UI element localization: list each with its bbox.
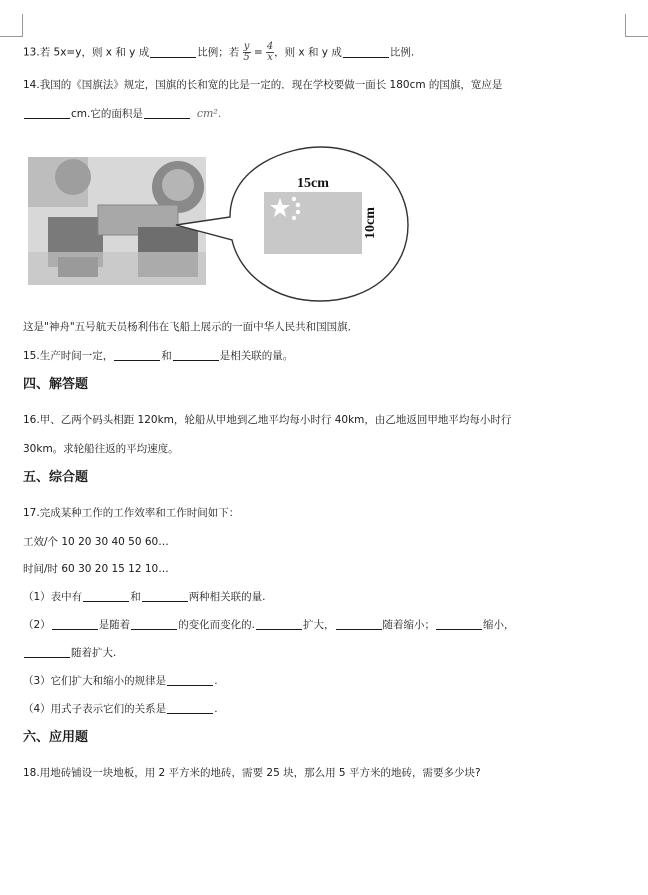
question-15: 15.生产时间一定， 和 是相关联的量。 [23,350,294,362]
q17-part-4: （4）用式子表示它们的关系是 . [23,703,218,715]
q14-blank-width[interactable] [24,107,70,119]
corner-mark-right [625,14,648,37]
q13-text-1: 13.若 5x=y，则 x 和 y 成 [23,46,150,59]
q17-p1-blank-2[interactable] [142,590,188,602]
section-4-heading: 四、解答题 [23,377,89,392]
flag-rectangle [264,192,362,254]
corner-mark-left [0,14,23,37]
q15-blank-1[interactable] [114,349,160,361]
question-16-line-1: 16.甲、乙两个码头相距 120km，轮船从甲地到乙地平均每小时行 40km，由乙地返回甲地平均每小时行 [23,414,512,426]
q17-p2-blank-4[interactable] [336,618,382,630]
q13-text-4: 比例. [389,46,415,59]
flag-width-label: 15cm [297,176,329,191]
section-5-heading: 五、综合题 [23,470,89,485]
q17-part-1: （1）表中有 和 两种相关联的量. [23,591,266,603]
question-13 [23,42,414,63]
question-16-line-2: 30km。求轮船往返的平均速度。 [23,443,179,455]
q13-text-2: 比例；若 [197,46,240,59]
flag-bubble [170,145,410,305]
q17-p2-blank-2[interactable] [131,618,177,630]
q13-equals: = [253,46,263,59]
question-14-line-1: 14.我国的《国旗法》规定，国旗的长和宽的比是一定的．现在学校要做一面长 180cm 的国旗，宽应是 [23,79,503,91]
figure-caption: 这是"神舟"五号航天员杨利伟在飞船上展示的一面中华人民共和国国旗． [23,321,359,333]
section-6-heading: 六、应用题 [23,730,89,745]
q17-p1-blank-1[interactable] [83,590,129,602]
q13-blank-2[interactable] [343,46,389,58]
q17-p2-blank-6[interactable] [24,646,70,658]
q14-unit: cm². [196,107,222,120]
q13-fraction-4-over-x: $\frac{4}{x}$ [266,41,274,63]
question-14-line-2: cm.它的面积是 cm². [23,106,221,122]
q14-blank-area[interactable] [144,107,190,119]
flag-height-label: 10cm [363,207,378,239]
q17-part-2-cont: 随着扩大. [23,645,116,661]
question-17-intro: 17.完成某种工作的工作效率和工作时间如下： [23,507,240,519]
q15-blank-2[interactable] [173,349,219,361]
q17-table-row-efficiency: 工效/个 10 20 30 40 50 60… [23,536,169,548]
question-18: 18.用地砖铺设一块地板，用 2 平方米的地砖，需要 25 块，那么用 5 平方米的地砖，需要多少块? [23,767,481,779]
q17-part-3: （3）它们扩大和缩小的规律是 . [23,675,218,687]
q17-table-row-time: 时间/时 60 30 20 15 12 10… [23,563,169,575]
q17-p3-blank[interactable] [167,674,213,686]
q17-p2-blank-3[interactable] [256,618,302,630]
q17-part-2: （2） 是随着 的变化而变化的. 扩大， 随着缩小； 缩小， [23,619,515,631]
q17-p4-blank[interactable] [167,702,213,714]
q13-blank-1[interactable] [150,46,196,58]
q17-p2-blank-1[interactable] [52,618,98,630]
q13-text-3: ，则 x 和 y 成 [274,46,342,59]
q13-fraction-y-over-5: $\frac{y}{5}$ [243,41,250,63]
q17-p2-blank-5[interactable] [436,618,482,630]
